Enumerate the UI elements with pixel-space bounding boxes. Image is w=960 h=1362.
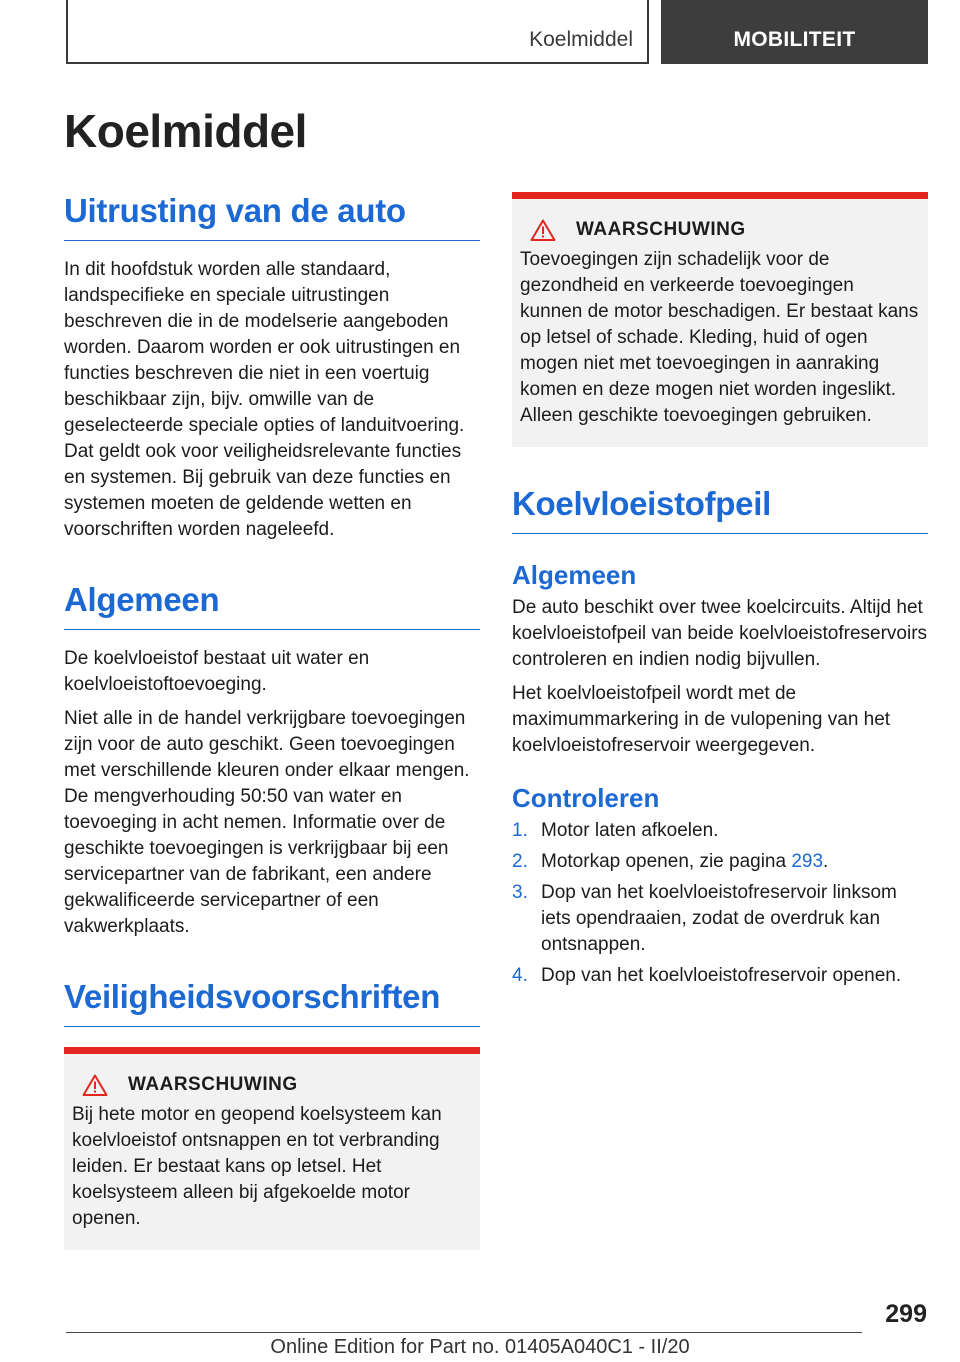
step-item <box>512 880 928 958</box>
step-item <box>512 849 928 875</box>
equipment-section <box>64 192 480 543</box>
step-text: Dop van het koelvloeistofreservoir linksom iets opendraaien, zodat de overdruk kan ontsnappen. <box>541 882 897 955</box>
coolant-level-section <box>512 485 928 989</box>
equipment-body: In dit hoofdstuk worden alle standaard, landspecifieke en speciale uitrustingen beschreven die in de modelserie aangeboden worden. Daarom worden er ook uitrustingen en functies beschreven die niet in een voertuig beschikbaar zijn, bijv. omwille van de geselecteerde speciale opties of landuitvoering. Dat geldt ook voor veiligheidsrelevante functies en systemen. Bij gebruik van deze functies en systemen moeten de geldende wetten en voorschriften worden nageleefd. <box>64 259 465 540</box>
general-heading: Algemeen <box>64 581 480 630</box>
step-number: 1. <box>512 820 528 841</box>
general-paragraph-2: Niet alle in de handel verkrijgbare toevoegingen zijn voor de auto geschikt. Geen toevoegingen met verschillende kleuren onder elkaar mengen. De mengverhouding 50:50 van water en toevoeging in acht nemen. Informatie over de geschikte toevoegingen is verkrijgbaar bij een servicepartner van de fabrikant, een andere gekwalificeerde servicepartner of een vakwerkplaats. <box>64 708 470 937</box>
warning-header <box>72 1074 472 1096</box>
coolant-level-heading: Koelvloeistofpeil <box>512 485 928 534</box>
footer-divider <box>66 1332 862 1333</box>
step-number: 4. <box>512 965 528 986</box>
check-steps <box>512 818 928 989</box>
right-column <box>512 192 928 994</box>
check-heading: Controleren <box>512 783 660 813</box>
level-paragraph-1: De auto beschikt over twee koelcircuits. Altijd het koelvloeistofpeil van beide koelvloeistofreservoirs controleren en indien nodig bijvullen. <box>512 597 928 670</box>
chapter-tab <box>661 0 928 64</box>
step-number: 3. <box>512 882 528 903</box>
step-text: Dop van het koelvloeistofreservoir openen. <box>541 965 902 986</box>
general-section <box>64 581 480 940</box>
level-paragraph-2: Het koelvloeistofpeil wordt met de maximummarkering in de vulopening van het koelvloeistofreservoir weergegeven. <box>512 683 891 756</box>
chapter-label: MOBILITEIT <box>733 28 856 51</box>
warning-box <box>512 192 928 447</box>
equipment-heading: Uitrusting van de auto <box>64 192 480 241</box>
general-paragraph-1: De koelvloeistof bestaat uit water en koelvloeistoftoevoeging. <box>64 648 370 695</box>
step-item <box>512 818 928 844</box>
warning-triangle-icon <box>82 1074 108 1096</box>
warning-text: Bij hete motor en geopend koelsysteem kan koelvloeistof ontsnappen en tot verbranding leiden. Er bestaat kans op letsel. Het koelsysteem alleen bij afgekoelde motor openen. <box>72 1104 442 1229</box>
warning-box <box>64 1047 480 1250</box>
safety-heading: Veiligheidsvoorschriften <box>64 978 480 1027</box>
warning-label: WAARSCHUWING <box>576 219 746 240</box>
warning-text: Toevoegingen zijn schadelijk voor de gezondheid en verkeerde toevoegingen kunnen de motor beschadigen. Er bestaat kans op letsel of schade. Kleding, huid of ogen mogen niet met toevoegingen in aanraking komen en deze mogen niet worden ingeslikt. Alleen geschikte toevoegingen gebruiken. <box>520 249 919 426</box>
step-text: Motor laten afkoelen. <box>541 820 719 841</box>
step-number: 2. <box>512 851 528 872</box>
section-label: Koelmiddel <box>529 28 633 51</box>
step-item <box>512 963 928 989</box>
step-text-suffix: . <box>823 851 829 872</box>
page-link[interactable]: 293 <box>791 851 824 872</box>
left-column <box>64 192 480 1250</box>
page-number: 299 <box>885 1300 927 1328</box>
warning-label: WAARSCHUWING <box>128 1074 298 1095</box>
edition-note: Online Edition for Part no. 01405A040C1 - II/20 <box>270 1336 690 1358</box>
step-text-main: Motorkap openen, zie pagina <box>541 851 792 872</box>
page-header <box>66 0 928 64</box>
section-tab <box>66 0 649 64</box>
page-title: Koelmiddel <box>64 105 307 157</box>
step-text <box>541 849 828 875</box>
level-general-heading: Algemeen <box>512 560 637 590</box>
warning-triangle-icon <box>530 219 556 241</box>
warning-header <box>520 219 920 241</box>
safety-section <box>64 978 480 1250</box>
